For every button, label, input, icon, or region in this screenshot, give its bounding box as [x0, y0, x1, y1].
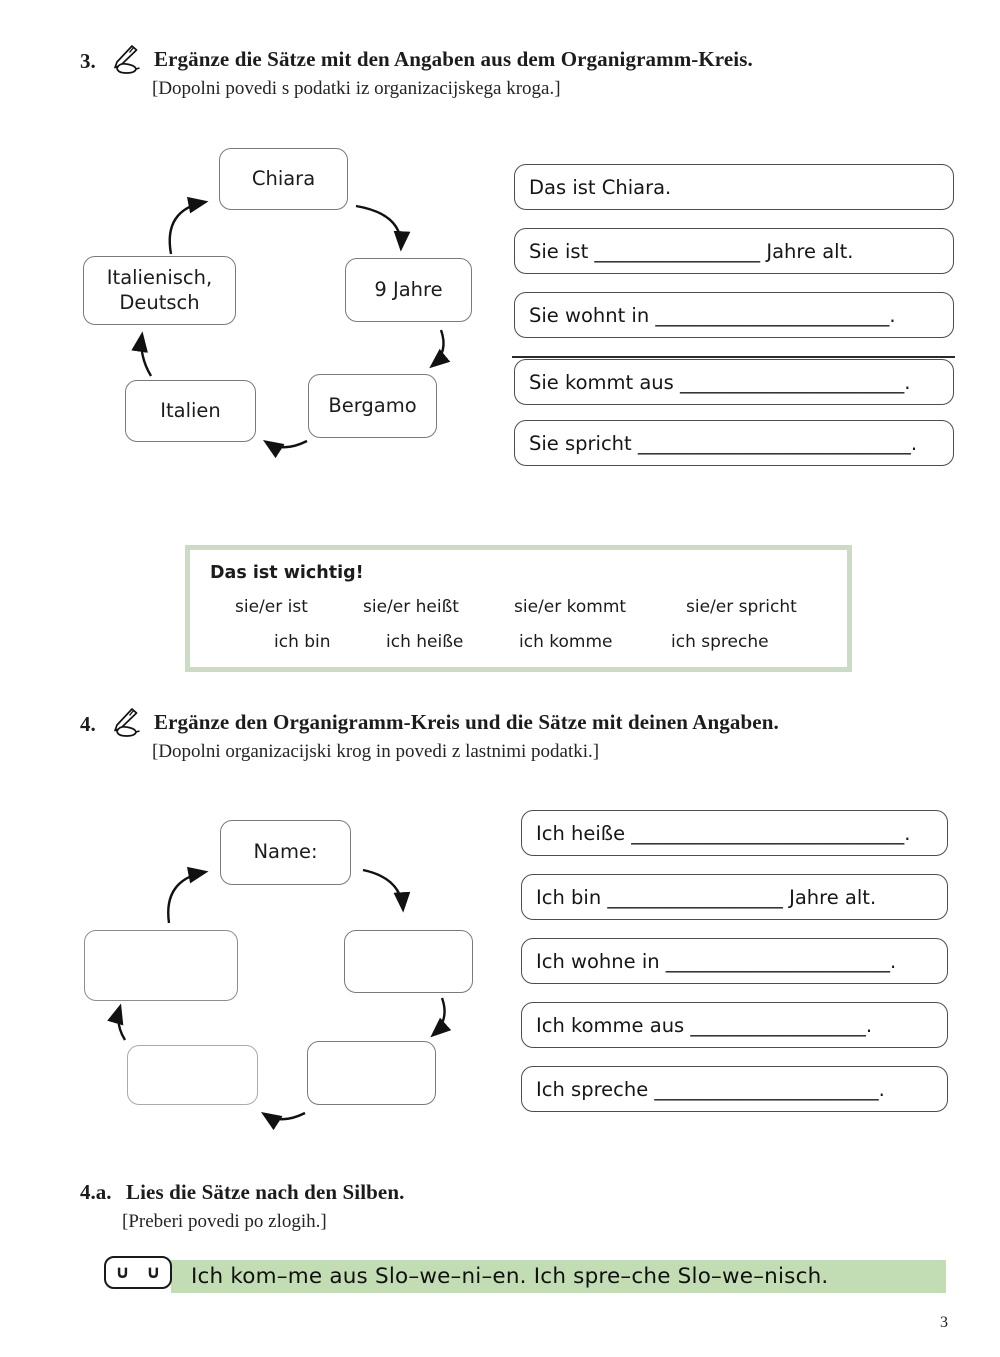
diagram2-arrows: [75, 808, 485, 1138]
grammar-form: sie/er kommt: [514, 597, 627, 617]
sentence-text: Sie spricht ____________________________.: [529, 431, 918, 455]
sentence-box: [514, 228, 954, 274]
page-number: 3: [940, 1314, 948, 1331]
grammar-form: sie/er heißt: [363, 597, 459, 617]
sentence-box: [521, 810, 948, 856]
sentence-text: Ich wohne in _______________________.: [536, 949, 897, 973]
grammar-form: ich heiße: [386, 632, 464, 652]
sentence-box: [521, 874, 948, 920]
sentence-text: Ich bin __________________ Jahre alt.: [536, 885, 877, 909]
sentence-text: Sie ist _________________ Jahre alt.: [529, 239, 854, 263]
syllable-breve-icon: ∪ ∪: [104, 1256, 172, 1289]
exercise4a-subtitle: [Preberi povedi po zlogih.]: [122, 1211, 327, 1232]
sentence-text: Ich komme aus __________________.: [536, 1013, 873, 1037]
grammar-note-box: [185, 545, 852, 672]
exercise4a-title: Lies die Sätze nach den Silben.: [126, 1180, 405, 1204]
grammar-form: ich spreche: [671, 632, 769, 652]
sentence-box: [514, 292, 954, 338]
diagram1-name-label: Chiara: [251, 166, 316, 190]
exercise3-title: Ergänze die Sätze mit den Angaben aus dem Organigramm-Kreis.: [154, 47, 753, 71]
grammar-form: ich bin: [274, 632, 331, 652]
diagram1-arrows: [75, 140, 485, 470]
sentence-text: Das ist Chiara.: [529, 175, 672, 199]
sentence-box: [521, 1066, 948, 1112]
syllable-sentence: Ich kom–me aus Slo–we–ni–en. Ich spre–che Slo–we–nisch.: [191, 1264, 829, 1289]
stray-line: [512, 356, 955, 358]
sentence-box: [521, 938, 948, 984]
sentence-text: Sie wohnt in ________________________.: [529, 303, 896, 327]
exercise3-number: 3.: [80, 49, 96, 73]
sentence-box: [514, 164, 954, 210]
exercise4-number: 4.: [80, 712, 96, 736]
diagram1-city-label: Bergamo: [328, 393, 417, 417]
grammar-form: sie/er spricht: [686, 597, 797, 617]
writing-hand-icon: [103, 707, 145, 739]
writing-hand-icon: [103, 44, 145, 76]
grammar-note-title: Das ist wichtig!: [210, 563, 364, 583]
sentence-text: Ich spreche _______________________.: [536, 1077, 885, 1101]
diagram1-country-label: Italien: [160, 398, 221, 422]
sentence-box: [514, 420, 954, 466]
sentence-box: [514, 359, 954, 405]
grammar-form: sie/er ist: [235, 597, 308, 617]
diagram2-name-label: Name:: [253, 840, 318, 864]
sentence-text: Ich heiße ____________________________.: [536, 821, 911, 845]
exercise4-subtitle: [Dopolni organizacijski krog in povedi z lastnimi podatki.]: [152, 741, 600, 762]
diagram1-languages-label: Italienisch, Deutsch: [106, 266, 213, 314]
grammar-form: ich komme: [519, 632, 613, 652]
exercise4-title: Ergänze den Organigramm-Kreis und die Sätze mit deinen Angaben.: [154, 710, 779, 734]
sentence-text: Sie kommt aus _______________________.: [529, 370, 911, 394]
exercise3-subtitle: [Dopolni povedi s podatki iz organizacijskega kroga.]: [152, 78, 561, 99]
exercise4a-number: 4.a.: [80, 1180, 112, 1204]
diagram1-age-label: 9 Jahre: [374, 277, 443, 301]
sentence-box: [521, 1002, 948, 1048]
syllable-sentence-highlight: [171, 1260, 946, 1293]
